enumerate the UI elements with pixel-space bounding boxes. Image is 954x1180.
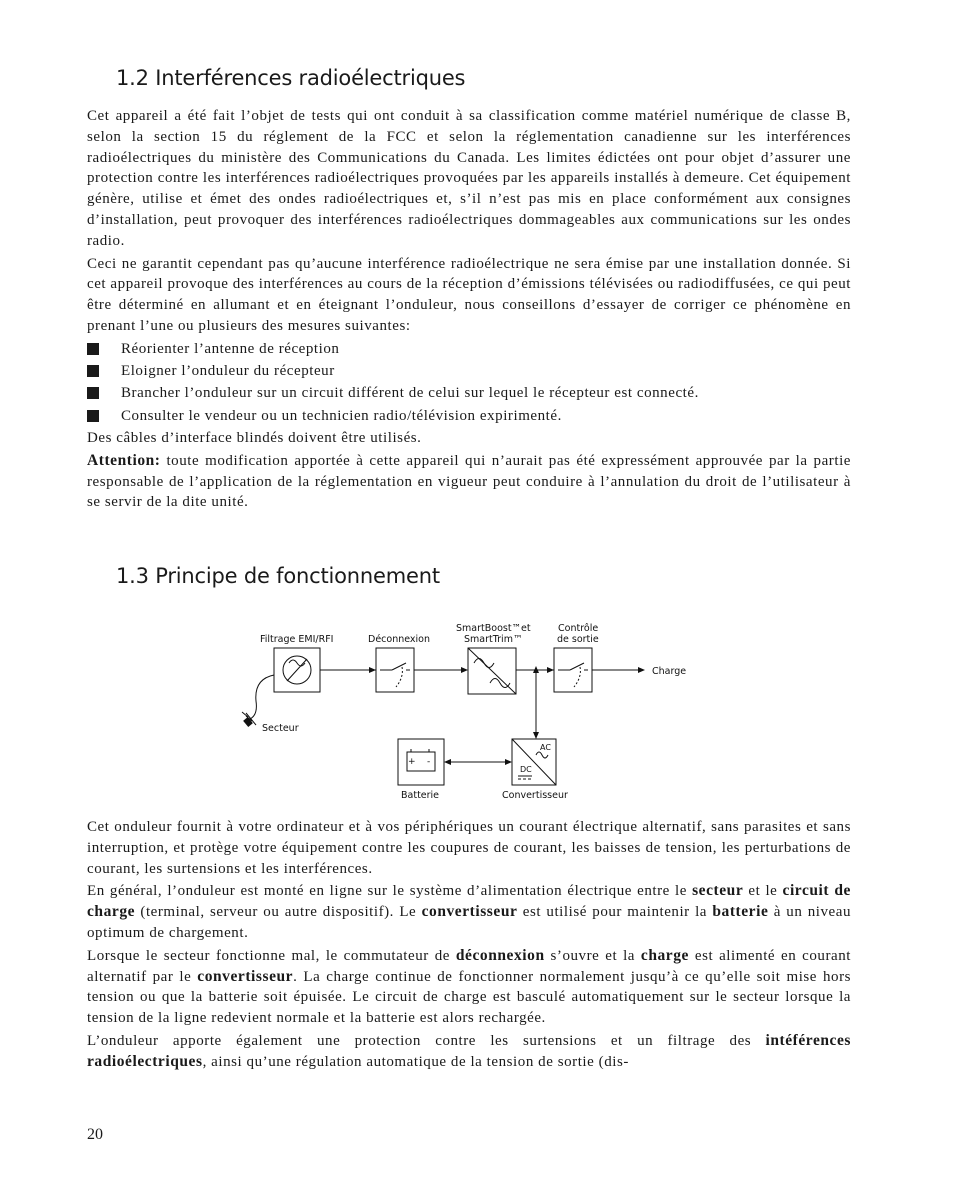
list-item-text: Consulter le vendeur ou un technicien radio/télévision expirimenté.	[121, 407, 562, 424]
label-convertisseur: Convertisseur	[502, 790, 568, 801]
section-body-principe	[87, 817, 851, 1075]
bullet-square-icon	[87, 410, 99, 422]
filter-wave	[289, 660, 305, 666]
power-cord	[250, 675, 274, 719]
paragraph-protection	[87, 1031, 851, 1073]
term-charge: charge	[640, 946, 689, 964]
smartboost-wave-top	[474, 659, 494, 668]
list-item	[87, 339, 851, 360]
list-item	[87, 361, 851, 382]
label-battery-plus: +	[408, 757, 416, 767]
bullet-square-icon	[87, 365, 99, 377]
label-charge: Charge	[652, 666, 687, 677]
smartboost-wave-bottom	[490, 679, 510, 688]
label-batterie: Batterie	[401, 790, 440, 801]
term-secteur: secteur	[692, 882, 744, 900]
text-run: et le	[743, 883, 783, 900]
text-run: . La charge continue de fonctionner normalement jusqu’à ce qu’elle soit mise hors tension ou que la batterie soit épuisée. Le circuit de charge est basculé automatiquement sur le secteur lorsque la tension de la ligne redevient normale et la batterie est alors rechargée.	[87, 968, 852, 1027]
label-deconnexion: Déconnexion	[368, 634, 431, 645]
ups-block-diagram	[240, 615, 700, 810]
text-run: est alimenté en courant alternatif par le	[87, 947, 851, 985]
term-convertisseur: convertisseur	[197, 967, 294, 985]
term-deconnexion: déconnexion	[455, 946, 545, 964]
text-run: est utilisé pour maintenir la	[517, 904, 713, 921]
bullet-square-icon	[87, 387, 99, 399]
measures-list	[87, 339, 851, 427]
term-batterie: batterie	[712, 903, 769, 921]
paragraph-shielded-cables: Des câbles d’interface blindés doivent être utilisés.	[87, 429, 422, 446]
text-run: Lorsque le secteur fonctionne mal, le commutateur de	[87, 947, 456, 964]
list-item-text: Brancher l’onduleur sur un circuit différent de celui sur lequel le récepteur est connecté.	[121, 385, 699, 402]
label-controle: Contrôle	[558, 623, 599, 634]
list-item-text: Réorienter l’antenne de réception	[121, 340, 340, 357]
paragraph-failure	[87, 946, 851, 1029]
section-body-interferences	[87, 106, 851, 515]
term-circuit-de-charge: circuit de charge	[87, 882, 851, 921]
label-filtrage: Filtrage EMI/RFI	[260, 634, 334, 645]
list-item-text: Eloigner l’onduleur du récepteur	[121, 363, 335, 380]
bullet-square-icon	[87, 343, 99, 355]
section-heading-interferences: 1.2 Interférences radioélectriques	[116, 66, 466, 90]
paragraph-fcc-classification: Cet appareil a été fait l’objet de tests qui ont conduit à sa classification comme matériel numérique de classe B, selon la section 15 du réglement de la FCC et selon la réglementation canadienne sur les interférences radioélectriques du ministère des Communications du Canada. Les limites édictées ont pour objet d’assurer une protection contre les interférences radioélectriques provoquées par les appareils installés à demeure. Cet équipement génère, utilise et émet des ondes radioélectriques et, s’il n’est pas mis en place conformément aux consignes d’installation, peut provoquer des interférences radioélectriques dommageables aux communications sur les ondes radio.	[87, 108, 851, 249]
paragraph-overview: Cet onduleur fournit à votre ordinateur et à vos périphériques un courant électrique alternatif, sans parasites et sans interruption, et protège votre équipement contre les coupures de courant, les baisses de tension, les perturbations de courant, les surtensions et les interférences.	[87, 819, 851, 877]
text-run: s’ouvre et la	[544, 947, 641, 964]
text-run: (terminal, serveur ou autre dispositif). Le	[135, 904, 422, 921]
label-ac: AC	[540, 743, 551, 752]
attention-text: toute modification apportée à cette appareil qui n’aurait pas été expressément approuvée par la partie responsable de l’application de la réglementation en vigueur peut conduire à l’annulation du droit de l’utilisateur à se servir de la dite unité.	[87, 452, 851, 511]
text-run: à un niveau optimum de chargement.	[87, 904, 851, 941]
label-dc: DC	[520, 765, 532, 774]
term-convertisseur: convertisseur	[421, 903, 518, 921]
text-run: , ainsi qu’une régulation automatique de la tension de sortie (dis-	[202, 1053, 629, 1070]
label-de-sortie: de sortie	[557, 634, 599, 645]
paragraph-attention	[87, 451, 851, 513]
paragraph-general	[87, 881, 851, 943]
label-smarttrim: SmartTrim™	[464, 634, 523, 645]
text-run: En général, l’onduleur est monté en ligne sur le système d’alimentation électrique entre le	[87, 883, 693, 900]
label-smartboost: SmartBoost™et	[456, 623, 531, 634]
battery-box	[398, 739, 444, 785]
list-item	[87, 406, 851, 427]
text-run: L’onduleur apporte également une protection contre les surtensions et un filtrage des	[87, 1032, 766, 1049]
term-interferences: intéférences radioélectriques	[87, 1031, 851, 1070]
page-number: 20	[87, 1126, 103, 1143]
attention-label: Attention:	[87, 451, 161, 469]
label-battery-minus: -	[427, 757, 431, 767]
paragraph-interference-measures: Ceci ne garantit cependant pas qu’aucune interférence radioélectrique ne sera émise par une installation donnée. Si cet appareil provoque des interférences au cours de la réception d’émissions télévisées ou radiodiffusées, ce qui peut être déterminé en allumant et en éteignant l’onduleur, nous conseillons d’essayer de corriger ce phénomène en prenant l’une ou plusieurs des mesures suivantes:	[87, 255, 851, 334]
label-secteur: Secteur	[262, 723, 299, 734]
list-item	[87, 383, 851, 404]
section-heading-principe: 1.3 Principe de fonctionnement	[116, 564, 440, 588]
